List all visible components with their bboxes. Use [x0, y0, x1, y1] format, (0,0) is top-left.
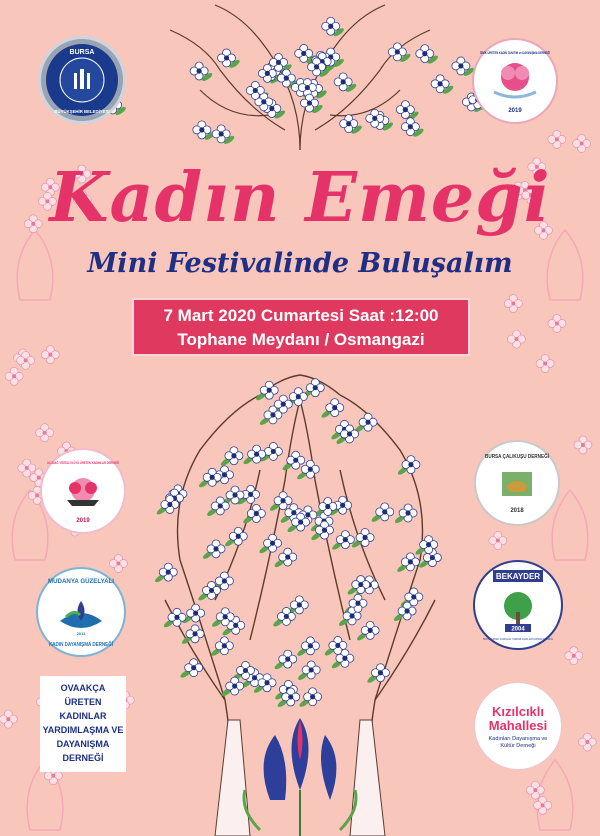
uludag-logo-name: ULUDAĞ YİĞİTALİ KÖYÜ ÜRETEN KADINLAR DERNEĞİ	[47, 461, 145, 465]
bekayder-association-logo	[473, 560, 575, 650]
kizilcikli-sub-1: Kadınları Dayanışma ve	[488, 736, 548, 742]
flower-icon	[507, 330, 525, 348]
ovaakca-line-4: DAYANIŞMA	[56, 739, 110, 749]
flower-icon	[41, 346, 59, 364]
flower-icon	[578, 733, 596, 751]
mudanya-logo-name: MUDANYA GÜZELYALI	[48, 578, 118, 585]
kizilcikli-name-2: Mahallesi	[488, 718, 548, 733]
bekayder-logo-year: 2004	[511, 626, 525, 633]
flower-icon	[573, 134, 591, 152]
kizilcikli-sub-2: Kültür Derneği	[500, 743, 536, 749]
event-banner	[132, 298, 470, 356]
iznik-logo-year: 2019	[508, 108, 522, 114]
tulip-icon	[244, 718, 356, 836]
mudanya-association-logo	[36, 567, 126, 657]
flower-icon	[574, 436, 592, 454]
calikusu-association-logo	[474, 440, 560, 526]
flower-icon	[548, 314, 566, 332]
bursa-logo-name: BURSA	[69, 49, 95, 56]
ovaakca-association-card	[40, 676, 126, 772]
flower-icon	[36, 424, 54, 442]
ovaakca-line-1: OVAAKÇA	[60, 683, 106, 693]
bursa-municipality-logo	[38, 36, 126, 124]
iznik-association-logo	[472, 38, 558, 124]
kizilcikli-association-logo	[474, 682, 562, 770]
event-place: Tophane Meydanı / Osmangazi	[177, 330, 425, 349]
ovaakca-line-5: DERNEĞİ	[62, 753, 104, 763]
bursa-logo-sub: BÜYÜKŞEHİR BELEDİYESİ	[54, 109, 110, 114]
flower-icon	[565, 647, 583, 665]
bekayder-logo-sub: BURSA ERKEK KADINLAR YARDIMLAŞMA DAYANIŞMA DERNEĞİ	[483, 637, 575, 641]
festival-subtitle: Mini Festivalinde Buluşalım	[87, 248, 513, 279]
mudanya-logo-sub: KADIN DAYANIŞMA DERNEĞİ	[49, 642, 127, 648]
ovaakca-line-3: YARDIMLAŞMA VE	[42, 725, 124, 735]
flower-icon	[548, 130, 566, 148]
uludag-logo-year: 2019	[76, 518, 90, 524]
flower-icon	[0, 710, 17, 728]
kizilcikli-name: Kızılcıklı	[491, 704, 545, 719]
flower-icon	[5, 367, 23, 385]
festival-title: Kadın Emeği	[49, 158, 551, 238]
calikusu-logo-year: 2018	[510, 508, 524, 514]
calikusu-logo-name: BURSA ÇALIKUŞU DERNEĞİ	[485, 454, 554, 460]
ovaakca-line-2: ÜRETEN KADINLAR	[59, 697, 107, 721]
flower-icon	[489, 532, 507, 550]
flower-icon	[504, 295, 522, 313]
bekayder-logo-name: BEKAYDER	[495, 572, 541, 581]
mudanya-logo-year: 2011	[76, 631, 86, 636]
flower-icon	[536, 355, 554, 373]
uludag-association-logo	[40, 448, 145, 534]
iznik-logo-name: İZNİK ÜRETEN KADIN TANITIM ve DAYANIŞMA DERNEĞİ	[480, 50, 550, 55]
event-date-time: 7 Mart 2020 Cumartesi Saat :12:00	[163, 306, 439, 325]
